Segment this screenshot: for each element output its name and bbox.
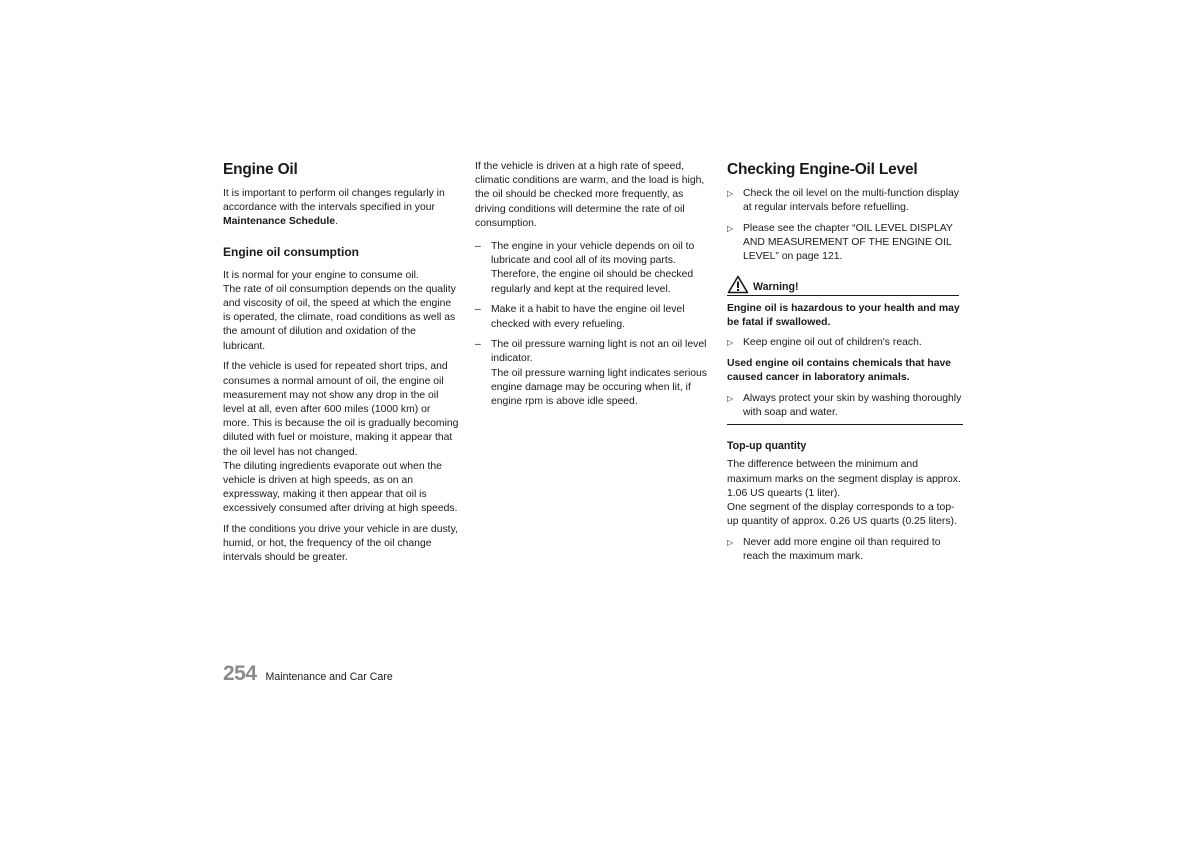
dash-marker: – bbox=[475, 304, 481, 316]
short-trips-line-1: If the vehicle is used for repeated short trips, and consumes a normal amount of oil, the engine oil measurement may not show any drop in the oil level at all, even after 600 miles (1000 km) or more. This is because the oil is gradually becoming diluted with fuel or moisture, making it appear that the oil level has not changed. bbox=[223, 361, 459, 458]
page-footer bbox=[223, 662, 393, 686]
section-title-checking-level: Checking Engine-Oil Level bbox=[727, 161, 918, 178]
topup-line-2: One segment of the display corresponds to a top-up quantity of approx. 0.26 US quarts (0.25 liters). bbox=[727, 502, 957, 528]
list-item bbox=[727, 392, 963, 420]
short-trips-paragraph bbox=[223, 360, 459, 516]
list-item-text: Check the oil level on the multi-function display at regular intervals before refuelling. bbox=[743, 188, 960, 214]
list-item bbox=[727, 336, 963, 350]
list-item-extra: The oil pressure warning light indicates serious engine damage may be occuring when lit, if engine rpm is above idle speed. bbox=[491, 367, 708, 408]
warning-triangle-icon bbox=[727, 275, 749, 294]
list-item-text: Always protect your skin by washing thoroughly with soap and water. bbox=[743, 393, 962, 419]
list-item bbox=[475, 303, 711, 331]
consumption-line-2: The rate of oil consumption depends on the quality and viscosity of oil, the speed at which the engine is operated, the climate, road conditions as well as the amount of dilution and oxidation of the lubricant. bbox=[223, 283, 456, 352]
list-item bbox=[727, 187, 963, 215]
arrow-marker-icon: ▷ bbox=[727, 223, 734, 233]
topup-line-1: The difference between the minimum and maximum marks on the segment display is approx. 1.06 US quearts (1 liter). bbox=[727, 459, 961, 499]
conditions-paragraph: If the conditions you drive your vehicle in are dusty, humid, or hot, the frequency of the oil change intervals should be greater. bbox=[223, 524, 458, 564]
list-item-text: The engine in your vehicle depends on oil to lubricate and cool all of its moving parts. Therefore, the engine oil should be checked regularly and kept at the required level. bbox=[491, 241, 695, 295]
arrow-marker-icon: ▷ bbox=[727, 537, 734, 547]
intro-text: It is important to perform oil changes regularly in accordance with the intervals specified in your bbox=[223, 188, 445, 214]
warning-label: Warning! bbox=[753, 280, 799, 293]
list-item bbox=[727, 536, 963, 564]
section-name: Maintenance and Car Care bbox=[265, 671, 393, 683]
intro-end: . bbox=[335, 216, 338, 228]
dash-marker: – bbox=[475, 241, 481, 253]
topup-paragraph bbox=[727, 458, 963, 529]
intro-paragraph bbox=[223, 187, 459, 230]
subtitle-oil-consumption: Engine oil consumption bbox=[223, 244, 359, 259]
consumption-paragraph bbox=[223, 269, 459, 354]
list-item-text: Never add more engine oil than required to reach the maximum mark. bbox=[743, 536, 941, 563]
warning-header bbox=[727, 275, 959, 296]
arrow-marker-icon: ▷ bbox=[727, 189, 734, 198]
list-item-text: The oil pressure warning light is not an oil level indicator. bbox=[491, 339, 707, 365]
warning-divider bbox=[727, 424, 963, 425]
dash-marker: – bbox=[475, 339, 481, 351]
list-item bbox=[727, 222, 963, 265]
short-trips-line-2: The diluting ingredients evaporate out when the vehicle is driven at high speeds, as on an expressway, making it then appear that oil is excessively consumed after driving at high speeds. bbox=[223, 460, 458, 515]
high-speed-paragraph: If the vehicle is driven at a high rate of speed, climatic conditions are warm, and the load is high, the oil should be checked more frequently, as driving conditions will determine the rate of oil consumption. bbox=[475, 161, 705, 229]
column-engine-oil bbox=[223, 160, 459, 572]
list-item-text: Keep engine oil out of children's reach. bbox=[743, 337, 922, 349]
warning-hazard-text: Engine oil is hazardous to your health and may be fatal if swallowed. bbox=[727, 302, 960, 328]
page-number: 254 bbox=[223, 662, 257, 685]
list-item-text: Please see the chapter “OIL LEVEL DISPLAY AND MEASUREMENT OF THE ENGINE OIL LEVEL” on page 121. bbox=[743, 222, 953, 263]
subtitle-topup-quantity: Top-up quantity bbox=[727, 440, 807, 453]
column-oil-checks bbox=[475, 160, 711, 416]
warning-cancer-text: Used engine oil contains chemicals that have caused cancer in laboratory animals. bbox=[727, 358, 952, 384]
column-checking-oil-level bbox=[727, 160, 963, 571]
arrow-marker-icon: ▷ bbox=[727, 394, 734, 404]
list-item-text: Make it a habit to have the engine oil level checked with every refueling. bbox=[491, 304, 685, 330]
section-title-engine-oil: Engine Oil bbox=[223, 161, 298, 178]
list-item bbox=[475, 338, 711, 409]
list-item bbox=[475, 240, 711, 297]
maintenance-schedule-ref: Maintenance Schedule bbox=[223, 216, 336, 228]
consumption-line-1: It is normal for your engine to consume oil. bbox=[223, 269, 419, 281]
arrow-marker-icon: ▷ bbox=[727, 338, 734, 348]
